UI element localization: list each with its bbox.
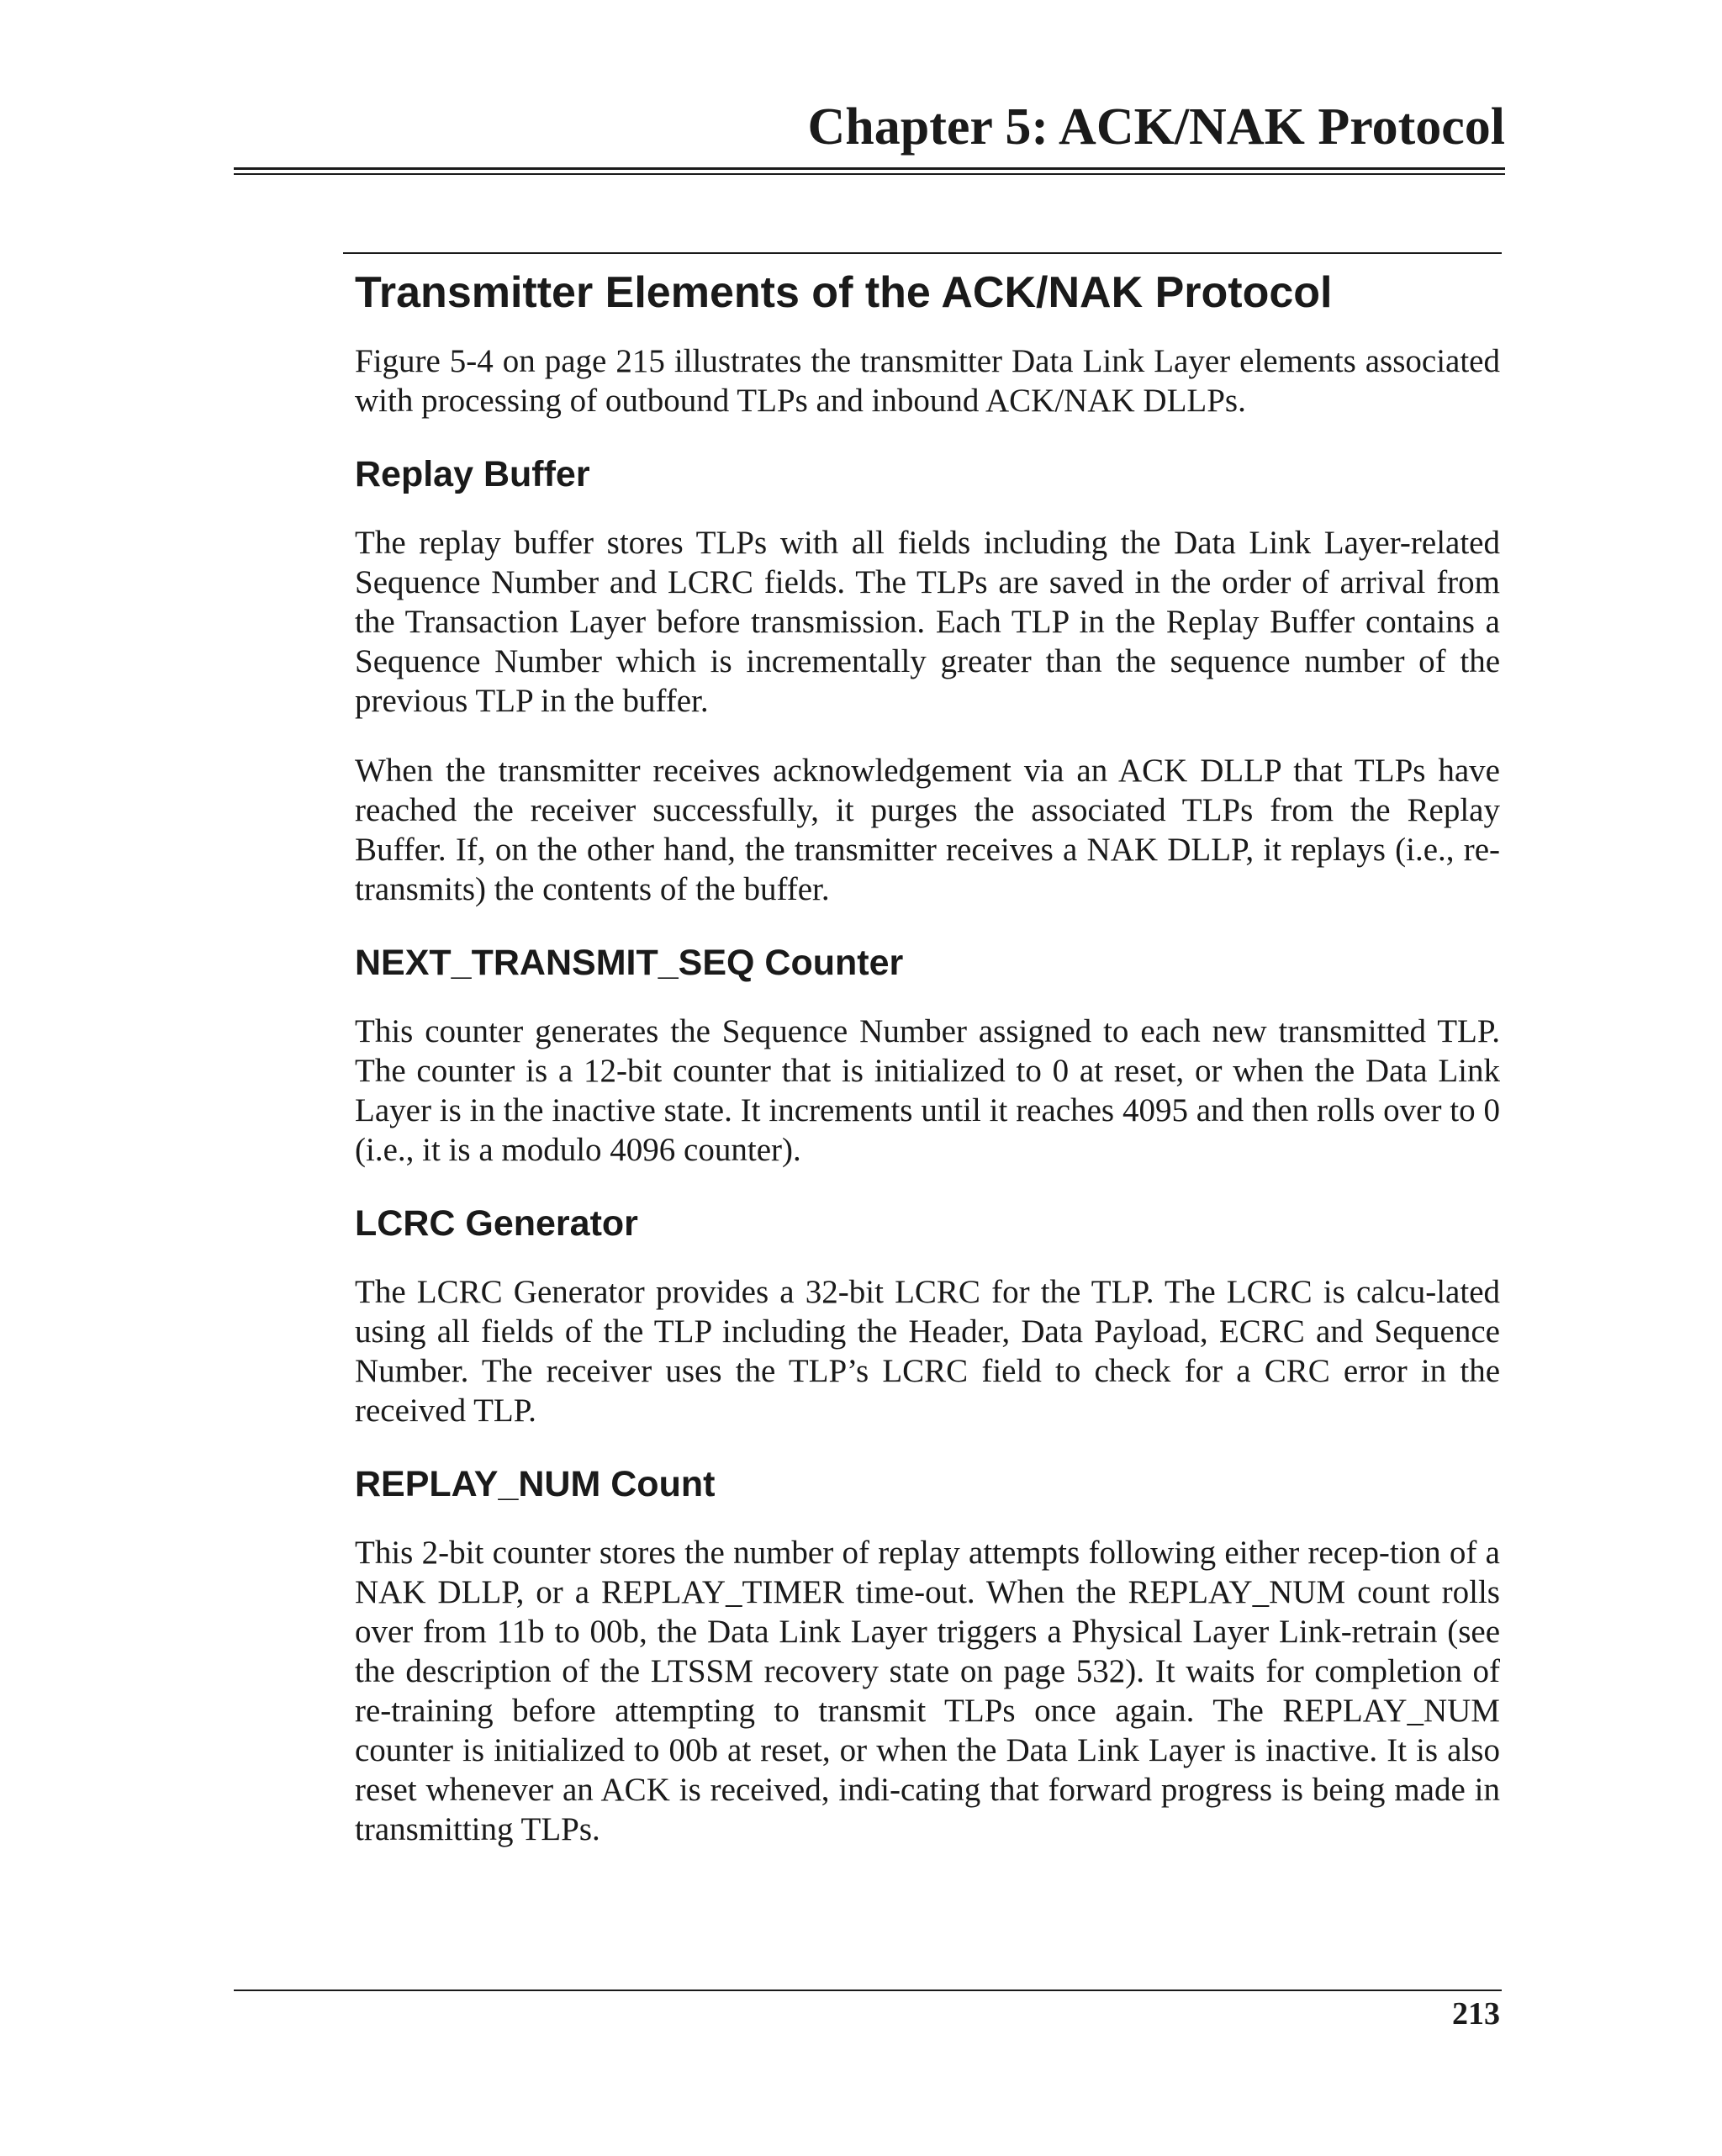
page-content xyxy=(355,266,1500,1879)
subsection-next-transmit-seq-counter xyxy=(355,939,1500,1170)
header-rule-bottom xyxy=(234,173,1505,175)
subsection-replay-buffer xyxy=(355,451,1500,909)
subsection-replay-num-count xyxy=(355,1461,1500,1849)
section-title: Transmitter Elements of the ACK/NAK Protocol xyxy=(355,268,1333,317)
body-paragraph: This 2-bit counter stores the number of replay attempts following either recep-tion of a NAK DLLP, or a REPLAY_TIMER time-out. When the REPLAY_NUM count rolls over from 11b to 00b, the Data Link Layer triggers a Physical Layer Link-retrain (see the description of the LTSSM recovery state on page 532). It waits for completion of re-training before attempting to transmit TLPs once again. The REPLAY_NUM counter is initialized to 00b at reset, or when the Data Link Layer is inactive. It is also reset whenever an ACK is received, indi-cating that forward progress is being made in transmitting TLPs. xyxy=(355,1535,1500,1847)
footer-rule xyxy=(234,1990,1502,1991)
body-paragraph: This counter generates the Sequence Number assigned to each new transmitted TLP. The counter is a 12-bit counter that is initialized to 0 at reset, or when the Data Link Layer is in the inactive state. It increments until it reaches 4095 and then rolls over to 0 (i.e., it is a modulo 4096 counter). xyxy=(355,1013,1500,1168)
subsection-heading: LCRC Generator xyxy=(355,1203,638,1244)
subsection-lcrc-generator xyxy=(355,1200,1500,1430)
body-paragraph: The LCRC Generator provides a 32-bit LCRC for the TLP. The LCRC is calcu-lated using all fields of the TLP including the Header, Data Payload, ECRC and Sequence Number. The receiver uses the TLP’s LCRC field to check for a CRC error in the received TLP. xyxy=(355,1274,1500,1429)
section-intro: Figure 5-4 on page 215 illustrates the transmitter Data Link Layer elements associated with processing of outbound TLPs and inbound ACK/NAK DLLPs. xyxy=(355,343,1500,419)
body-paragraph: When the transmitter receives acknowledgement via an ACK DLLP that TLPs have reached the receiver successfully, it purges the associated TLPs from the Replay Buffer. If, on the other hand, the transmitter receives a NAK DLLP, it replays (i.e., re-transmits) the contents of the buffer. xyxy=(355,753,1500,907)
chapter-title: Chapter 5: ACK/NAK Protocol xyxy=(807,98,1505,156)
header-rule-top xyxy=(234,167,1505,170)
page-number: 213 xyxy=(1452,1996,1500,2032)
subsection-heading: NEXT_TRANSMIT_SEQ Counter xyxy=(355,943,904,983)
subsection-heading: REPLAY_NUM Count xyxy=(355,1464,716,1504)
section-rule xyxy=(343,252,1502,254)
subsection-heading: Replay Buffer xyxy=(355,454,590,494)
body-paragraph: The replay buffer stores TLPs with all fields including the Data Link Layer-related Sequence Number and LCRC fields. The TLPs are saved in the order of arrival from the Transaction Layer before transmission. Each TLP in the Replay Buffer contains a Sequence Number which is incrementally greater than the sequence number of the previous TLP in the buffer. xyxy=(355,525,1500,719)
